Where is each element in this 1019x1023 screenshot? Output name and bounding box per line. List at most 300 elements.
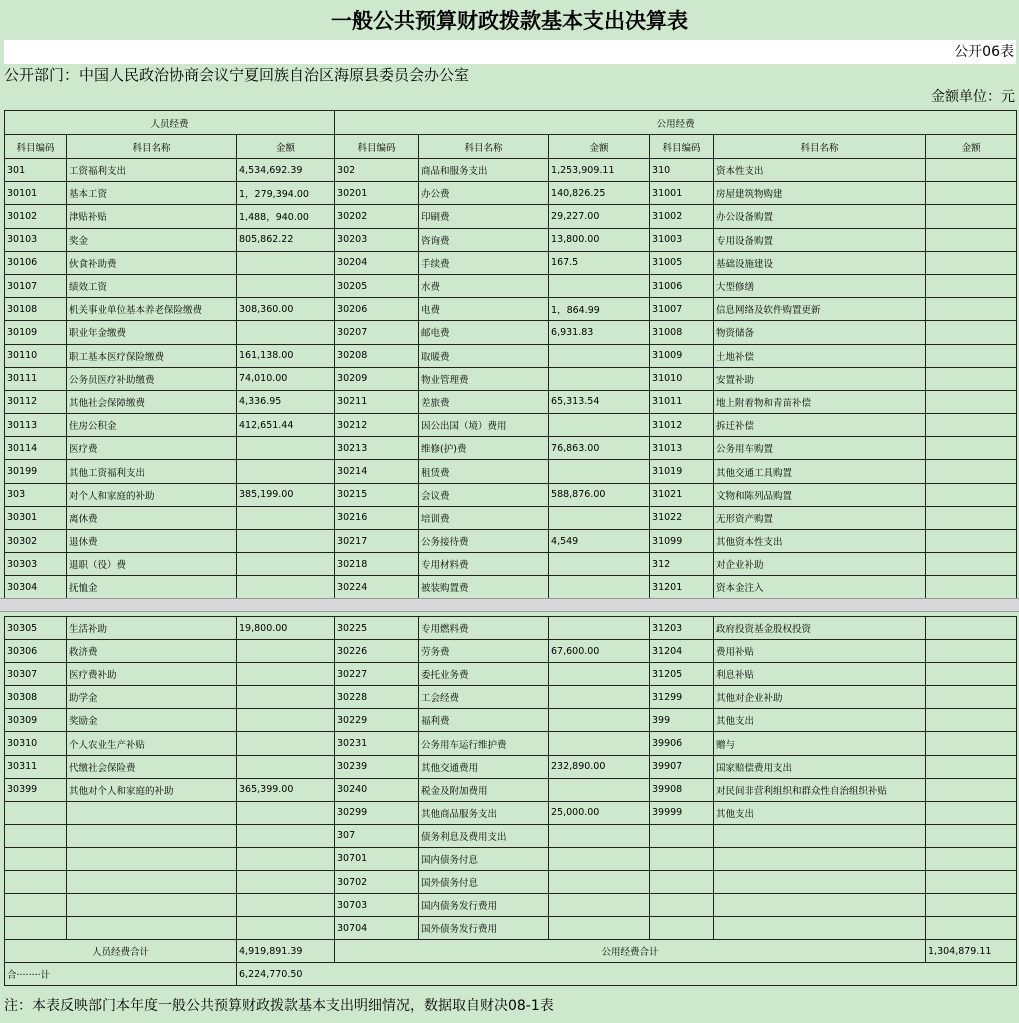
cell-personnel-code: 30304 — [5, 576, 67, 599]
cell-goods-amount — [549, 506, 650, 529]
cell-goods-amount — [549, 778, 650, 801]
cell-capital-code: 31022 — [650, 506, 714, 529]
cell-personnel-amount — [237, 709, 335, 732]
cell-personnel-amount: 19,800.00 — [237, 617, 335, 640]
cell-capital-amount — [926, 576, 1017, 599]
cell-capital-name: 安置补助 — [714, 367, 926, 390]
cell-capital-code: 31008 — [650, 321, 714, 344]
cell-capital-amount — [926, 530, 1017, 553]
cell-goods-amount: 4,549 — [549, 530, 650, 553]
cell-goods-code: 30224 — [335, 576, 419, 599]
cell-goods-code: 30215 — [335, 483, 419, 506]
cell-goods-name: 被装购置费 — [419, 576, 549, 599]
cell-capital-name: 对民间非营利组织和群众性自治组织补贴 — [714, 778, 926, 801]
cell-goods-code: 302 — [335, 159, 419, 182]
cell-goods-amount — [549, 663, 650, 686]
table-row — [5, 871, 1017, 894]
cell-goods-name: 委托业务费 — [419, 663, 549, 686]
cell-goods-amount: 76,863.00 — [549, 437, 650, 460]
cell-personnel-amount — [237, 663, 335, 686]
cell-capital-name: 基础设施建设 — [714, 251, 926, 274]
table-row — [5, 801, 1017, 824]
grand-total-label: 合········计 — [5, 963, 237, 986]
table-row — [5, 917, 1017, 940]
cell-goods-code: 30206 — [335, 298, 419, 321]
cell-goods-amount: 13,800.00 — [549, 228, 650, 251]
cell-capital-name: 地上附着物和青苗补偿 — [714, 390, 926, 413]
cell-personnel-code: 30114 — [5, 437, 67, 460]
cell-personnel-name: 助学金 — [67, 686, 237, 709]
cell-goods-code: 30218 — [335, 553, 419, 576]
table-row — [5, 576, 1017, 599]
cell-goods-name: 手续费 — [419, 251, 549, 274]
cell-capital-code: 31001 — [650, 182, 714, 205]
cell-capital-amount — [926, 251, 1017, 274]
cell-personnel-amount: 412,651.44 — [237, 414, 335, 437]
personnel-total-label: 人员经费合计 — [5, 940, 237, 963]
cell-goods-amount — [549, 617, 650, 640]
cell-capital-code — [650, 917, 714, 940]
cell-personnel-name: 其他工资福利支出 — [67, 460, 237, 483]
cell-capital-amount — [926, 483, 1017, 506]
department-label: 公开部门：中国人民政治协商会议宁夏回族自治区海原县委员会办公室 — [4, 66, 470, 84]
cell-goods-name: 邮电费 — [419, 321, 549, 344]
cell-personnel-name: 基本工资 — [67, 182, 237, 205]
cell-personnel-name: 奖金 — [67, 228, 237, 251]
cell-goods-code: 30203 — [335, 228, 419, 251]
cell-goods-code: 30225 — [335, 617, 419, 640]
cell-personnel-amount — [237, 460, 335, 483]
cell-personnel-name: 绩效工资 — [67, 274, 237, 297]
cell-personnel-name: 代缴社会保险费 — [67, 755, 237, 778]
cell-personnel-name: 津贴补贴 — [67, 205, 237, 228]
cell-capital-code: 31204 — [650, 640, 714, 663]
cell-goods-name: 福利费 — [419, 709, 549, 732]
cell-goods-amount: 67,600.00 — [549, 640, 650, 663]
cell-personnel-code: 30310 — [5, 732, 67, 755]
cell-capital-amount — [926, 824, 1017, 847]
cell-capital-name: 费用补贴 — [714, 640, 926, 663]
cell-goods-code: 30702 — [335, 871, 419, 894]
cell-goods-amount — [549, 576, 650, 599]
cell-capital-code: 31002 — [650, 205, 714, 228]
cell-personnel-amount — [237, 553, 335, 576]
cell-personnel-amount — [237, 824, 335, 847]
cell-goods-amount: 588,876.00 — [549, 483, 650, 506]
cell-capital-code: 31011 — [650, 390, 714, 413]
public-total-amount: 1,304,879.11 — [926, 940, 1017, 963]
table-row — [5, 437, 1017, 460]
cell-capital-amount — [926, 847, 1017, 870]
cell-personnel-amount: 74,010.00 — [237, 367, 335, 390]
cell-goods-amount — [549, 367, 650, 390]
table-row — [5, 686, 1017, 709]
cell-capital-name — [714, 824, 926, 847]
cell-goods-code: 30240 — [335, 778, 419, 801]
column-header-row — [5, 135, 1017, 159]
cell-personnel-code: 30302 — [5, 530, 67, 553]
cell-personnel-code: 30306 — [5, 640, 67, 663]
col-header-name: 科目名称 — [67, 135, 237, 159]
cell-personnel-code — [5, 871, 67, 894]
cell-goods-name: 国外债务发行费用 — [419, 917, 549, 940]
col-header-amount: 金额 — [549, 135, 650, 159]
cell-personnel-code: 30399 — [5, 778, 67, 801]
table-row — [5, 367, 1017, 390]
cell-capital-code: 31299 — [650, 686, 714, 709]
cell-goods-amount: 6,931.83 — [549, 321, 650, 344]
cell-goods-code: 30229 — [335, 709, 419, 732]
cell-personnel-amount — [237, 755, 335, 778]
cell-personnel-amount — [237, 917, 335, 940]
cell-personnel-code: 30112 — [5, 390, 67, 413]
cell-personnel-name — [67, 847, 237, 870]
cell-goods-name: 国外债务付息 — [419, 871, 549, 894]
group-header-row — [5, 111, 1017, 135]
cell-goods-amount — [549, 344, 650, 367]
cell-capital-code: 39906 — [650, 732, 714, 755]
table-row — [5, 205, 1017, 228]
cell-personnel-name: 职工基本医疗保险缴费 — [67, 344, 237, 367]
cell-personnel-code: 30101 — [5, 182, 67, 205]
cell-goods-name: 公务用车运行维护费 — [419, 732, 549, 755]
cell-personnel-amount: 161,138.00 — [237, 344, 335, 367]
table-row — [5, 506, 1017, 529]
table-row — [5, 321, 1017, 344]
cell-capital-amount — [926, 732, 1017, 755]
cell-capital-name: 专用设备购置 — [714, 228, 926, 251]
cell-goods-name: 劳务费 — [419, 640, 549, 663]
cell-goods-amount — [549, 894, 650, 917]
cell-personnel-amount — [237, 686, 335, 709]
cell-capital-name: 房屋建筑物购建 — [714, 182, 926, 205]
cell-capital-code: 31007 — [650, 298, 714, 321]
col-header-name: 科目名称 — [419, 135, 549, 159]
cell-capital-amount — [926, 159, 1017, 182]
cell-capital-name: 拆迁补偿 — [714, 414, 926, 437]
table-row — [5, 414, 1017, 437]
cell-goods-code: 30299 — [335, 801, 419, 824]
footnote: 注：本表反映部门本年度一般公共预算财政拨款基本支出明细情况，数据取自财决08-1表 — [4, 998, 554, 1014]
table-row — [5, 894, 1017, 917]
cell-personnel-name: 生活补助 — [67, 617, 237, 640]
cell-personnel-amount: 1,488，940.00 — [237, 205, 335, 228]
cell-capital-amount — [926, 686, 1017, 709]
cell-capital-name — [714, 871, 926, 894]
cell-goods-name: 其他商品服务支出 — [419, 801, 549, 824]
col-header-amount: 金额 — [237, 135, 335, 159]
cell-personnel-name: 抚恤金 — [67, 576, 237, 599]
table-row — [5, 390, 1017, 413]
cell-capital-code: 31201 — [650, 576, 714, 599]
cell-capital-amount — [926, 709, 1017, 732]
cell-capital-name: 其他资本性支出 — [714, 530, 926, 553]
cell-personnel-amount — [237, 640, 335, 663]
cell-personnel-code: 30111 — [5, 367, 67, 390]
cell-personnel-code: 301 — [5, 159, 67, 182]
cell-goods-amount — [549, 871, 650, 894]
cell-capital-amount — [926, 553, 1017, 576]
cell-personnel-name: 伙食补助费 — [67, 251, 237, 274]
cell-goods-amount: 140,826.25 — [549, 182, 650, 205]
cell-personnel-amount — [237, 801, 335, 824]
cell-capital-amount — [926, 182, 1017, 205]
cell-personnel-code: 30199 — [5, 460, 67, 483]
cell-goods-amount: 1,253,909.11 — [549, 159, 650, 182]
cell-goods-name: 因公出国（境）费用 — [419, 414, 549, 437]
cell-capital-amount — [926, 414, 1017, 437]
cell-personnel-name: 离休费 — [67, 506, 237, 529]
cell-personnel-code: 30308 — [5, 686, 67, 709]
cell-personnel-code: 30102 — [5, 205, 67, 228]
cell-personnel-code: 30301 — [5, 506, 67, 529]
cell-capital-amount — [926, 506, 1017, 529]
cell-goods-amount — [549, 824, 650, 847]
cell-goods-amount — [549, 917, 650, 940]
cell-goods-name: 取暖费 — [419, 344, 549, 367]
cell-capital-amount — [926, 321, 1017, 344]
cell-capital-code: 31005 — [650, 251, 714, 274]
cell-personnel-name — [67, 871, 237, 894]
table-row — [5, 530, 1017, 553]
cell-capital-name: 无形资产购置 — [714, 506, 926, 529]
cell-goods-code: 30217 — [335, 530, 419, 553]
cell-capital-code — [650, 871, 714, 894]
cell-goods-name: 水费 — [419, 274, 549, 297]
cell-personnel-name: 工资福利支出 — [67, 159, 237, 182]
cell-personnel-name — [67, 801, 237, 824]
cell-goods-name: 其他交通费用 — [419, 755, 549, 778]
cell-capital-amount — [926, 344, 1017, 367]
cell-goods-name: 国内债务发行费用 — [419, 894, 549, 917]
cell-capital-name: 其他交通工具购置 — [714, 460, 926, 483]
cell-capital-code: 31203 — [650, 617, 714, 640]
cell-personnel-name: 退休费 — [67, 530, 237, 553]
table-row — [5, 709, 1017, 732]
personnel-group-header: 人员经费 — [5, 111, 335, 135]
cell-capital-code: 31099 — [650, 530, 714, 553]
cell-goods-code: 30207 — [335, 321, 419, 344]
grand-total-row — [5, 963, 1017, 986]
table-row — [5, 824, 1017, 847]
cell-personnel-code: 303 — [5, 483, 67, 506]
cell-personnel-name: 住房公积金 — [67, 414, 237, 437]
col-header-amount: 金额 — [926, 135, 1017, 159]
cell-personnel-code — [5, 847, 67, 870]
cell-personnel-amount — [237, 847, 335, 870]
cell-personnel-amount: 4,336.95 — [237, 390, 335, 413]
cell-capital-amount — [926, 367, 1017, 390]
cell-capital-amount — [926, 778, 1017, 801]
cell-goods-code: 30209 — [335, 367, 419, 390]
cell-personnel-code: 30109 — [5, 321, 67, 344]
grand-total-amount: 6,224,770.50 — [237, 963, 1017, 986]
col-header-code: 科目编码 — [335, 135, 419, 159]
cell-goods-name: 工会经费 — [419, 686, 549, 709]
cell-goods-name: 物业管理费 — [419, 367, 549, 390]
cell-personnel-name: 奖励金 — [67, 709, 237, 732]
cell-goods-amount: 25,000.00 — [549, 801, 650, 824]
cell-goods-name: 会议费 — [419, 483, 549, 506]
cell-capital-name — [714, 917, 926, 940]
cell-capital-code: 31205 — [650, 663, 714, 686]
cell-capital-code: 31003 — [650, 228, 714, 251]
table-row — [5, 228, 1017, 251]
cell-personnel-name: 救济费 — [67, 640, 237, 663]
cell-goods-amount — [549, 847, 650, 870]
cell-goods-amount: 1，864.99 — [549, 298, 650, 321]
cell-capital-amount — [926, 801, 1017, 824]
cell-capital-code: 39908 — [650, 778, 714, 801]
public-total-label: 公用经费合计 — [335, 940, 926, 963]
expenditure-table-top — [4, 110, 1017, 600]
cell-goods-name: 公务接待费 — [419, 530, 549, 553]
table-row — [5, 251, 1017, 274]
cell-goods-code: 307 — [335, 824, 419, 847]
cell-goods-code: 30703 — [335, 894, 419, 917]
cell-goods-amount: 167.5 — [549, 251, 650, 274]
cell-capital-amount — [926, 640, 1017, 663]
col-header-code: 科目编码 — [5, 135, 67, 159]
cell-personnel-amount: 308,360.00 — [237, 298, 335, 321]
cell-personnel-amount — [237, 506, 335, 529]
cell-personnel-amount — [237, 871, 335, 894]
cell-goods-name: 税金及附加费用 — [419, 778, 549, 801]
cell-goods-code: 30704 — [335, 917, 419, 940]
cell-goods-name: 债务利息及费用支出 — [419, 824, 549, 847]
cell-personnel-amount: 385,199.00 — [237, 483, 335, 506]
cell-capital-amount — [926, 871, 1017, 894]
cell-goods-name: 培训费 — [419, 506, 549, 529]
cell-goods-code: 30204 — [335, 251, 419, 274]
cell-capital-name: 文物和陈列品购置 — [714, 483, 926, 506]
cell-personnel-name: 机关事业单位基本养老保险缴费 — [67, 298, 237, 321]
col-header-code: 科目编码 — [650, 135, 714, 159]
cell-goods-code: 30216 — [335, 506, 419, 529]
cell-goods-name: 维修(护)费 — [419, 437, 549, 460]
cell-goods-amount — [549, 414, 650, 437]
page-title: 一般公共预算财政拨款基本支出决算表 — [331, 9, 688, 33]
cell-personnel-name: 公务员医疗补助缴费 — [67, 367, 237, 390]
table-row — [5, 182, 1017, 205]
table-row — [5, 460, 1017, 483]
table-row — [5, 663, 1017, 686]
cell-goods-name: 国内债务付息 — [419, 847, 549, 870]
subtotal-row — [5, 940, 1017, 963]
cell-capital-name: 办公设备购置 — [714, 205, 926, 228]
cell-capital-amount — [926, 298, 1017, 321]
cell-personnel-amount — [237, 530, 335, 553]
cell-personnel-code: 30113 — [5, 414, 67, 437]
cell-personnel-name: 医疗费 — [67, 437, 237, 460]
col-header-name: 科目名称 — [714, 135, 926, 159]
cell-capital-code: 31019 — [650, 460, 714, 483]
form-number: 公开06表 — [4, 40, 1016, 64]
cell-capital-code: 310 — [650, 159, 714, 182]
cell-capital-code: 31006 — [650, 274, 714, 297]
cell-personnel-amount — [237, 274, 335, 297]
cell-goods-code: 30227 — [335, 663, 419, 686]
cell-capital-name — [714, 894, 926, 917]
cell-capital-amount — [926, 390, 1017, 413]
cell-goods-amount: 232,890.00 — [549, 755, 650, 778]
cell-capital-code: 399 — [650, 709, 714, 732]
cell-goods-amount — [549, 274, 650, 297]
cell-capital-name: 国家赔偿费用支出 — [714, 755, 926, 778]
cell-goods-code: 30214 — [335, 460, 419, 483]
cell-capital-name: 土地补偿 — [714, 344, 926, 367]
cell-goods-name: 印刷费 — [419, 205, 549, 228]
cell-goods-code: 30211 — [335, 390, 419, 413]
cell-capital-name: 对企业补助 — [714, 553, 926, 576]
cell-capital-name: 其他支出 — [714, 709, 926, 732]
cell-capital-amount — [926, 274, 1017, 297]
table-row — [5, 298, 1017, 321]
cell-capital-name: 信息网络及软件购置更新 — [714, 298, 926, 321]
cell-personnel-name: 医疗费补助 — [67, 663, 237, 686]
page-break-separator — [0, 598, 1019, 612]
cell-capital-code: 39999 — [650, 801, 714, 824]
cell-personnel-amount: 1，279,394.00 — [237, 182, 335, 205]
cell-capital-name: 资本金注入 — [714, 576, 926, 599]
cell-goods-code: 30205 — [335, 274, 419, 297]
cell-goods-amount: 65,313.54 — [549, 390, 650, 413]
cell-capital-code — [650, 847, 714, 870]
cell-goods-amount — [549, 460, 650, 483]
cell-goods-amount — [549, 709, 650, 732]
cell-capital-name: 政府投资基金股权投资 — [714, 617, 926, 640]
cell-goods-code: 30231 — [335, 732, 419, 755]
cell-goods-name: 专用材料费 — [419, 553, 549, 576]
cell-capital-name: 资本性支出 — [714, 159, 926, 182]
cell-goods-code: 30226 — [335, 640, 419, 663]
cell-personnel-code — [5, 917, 67, 940]
public-group-header: 公用经费 — [335, 111, 1017, 135]
expenditure-table-bottom — [4, 616, 1017, 986]
cell-goods-name: 电费 — [419, 298, 549, 321]
table-row — [5, 847, 1017, 870]
cell-personnel-amount — [237, 251, 335, 274]
cell-goods-code: 30228 — [335, 686, 419, 709]
table-row — [5, 617, 1017, 640]
cell-personnel-name: 其他社会保障缴费 — [67, 390, 237, 413]
cell-personnel-code: 30303 — [5, 553, 67, 576]
cell-personnel-code: 30110 — [5, 344, 67, 367]
cell-capital-amount — [926, 663, 1017, 686]
cell-personnel-name — [67, 824, 237, 847]
unit-label: 金额单位：元 — [931, 89, 1015, 105]
cell-personnel-code — [5, 894, 67, 917]
cell-goods-code: 30213 — [335, 437, 419, 460]
cell-personnel-code — [5, 801, 67, 824]
cell-personnel-name: 职业年金缴费 — [67, 321, 237, 344]
cell-personnel-amount — [237, 437, 335, 460]
cell-goods-name: 租赁费 — [419, 460, 549, 483]
cell-personnel-amount — [237, 321, 335, 344]
table-row — [5, 159, 1017, 182]
cell-goods-code: 30201 — [335, 182, 419, 205]
cell-goods-amount — [549, 732, 650, 755]
cell-goods-code: 30239 — [335, 755, 419, 778]
table-row — [5, 483, 1017, 506]
cell-capital-name — [714, 847, 926, 870]
cell-capital-code: 39907 — [650, 755, 714, 778]
cell-capital-name: 其他对企业补助 — [714, 686, 926, 709]
cell-capital-amount — [926, 228, 1017, 251]
cell-personnel-code: 30108 — [5, 298, 67, 321]
table-row — [5, 732, 1017, 755]
cell-capital-name: 物资储备 — [714, 321, 926, 344]
